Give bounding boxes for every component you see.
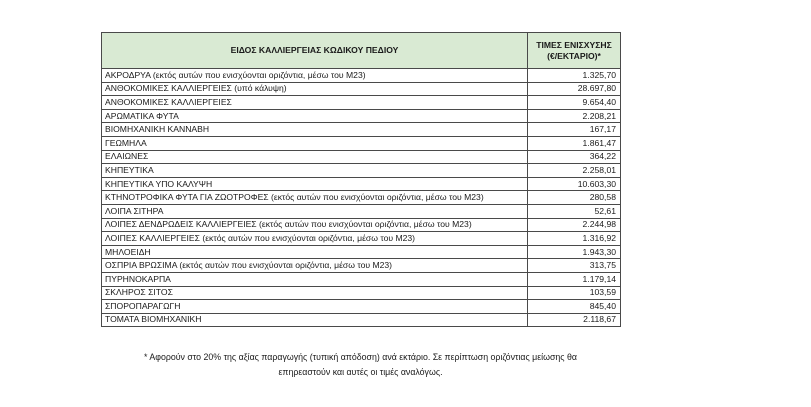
table-header-row — [102, 33, 621, 69]
table-row — [102, 96, 621, 110]
footnote-line2: επηρεαστούν και αυτές οι τιμές αναλόγως. — [278, 367, 443, 377]
aid-price-cell: 52,61 — [528, 204, 621, 218]
crop-type-cell: ΚΗΠΕΥΤΙΚΑ ΥΠΟ ΚΑΛΥΨΗ — [102, 177, 528, 191]
table-row — [102, 232, 621, 246]
aid-price-header-line1: ΤΙΜΕΣ ΕΝΙΣΧΥΣΗΣ — [536, 39, 612, 50]
table-row — [102, 245, 621, 259]
aid-price-cell: 1.325,70 — [528, 69, 621, 83]
aid-price-cell: 167,17 — [528, 123, 621, 137]
table-row — [102, 150, 621, 164]
crop-type-header: ΕΙΔΟΣ ΚΑΛΛΙΕΡΓΕΙΑΣ ΚΩΔΙΚΟΥ ΠΕΔΙΟΥ — [102, 33, 528, 69]
aid-price-cell: 103,59 — [528, 286, 621, 300]
crop-type-cell: ΛΟΙΠΕΣ ΚΑΛΛΙΕΡΓΕΙΕΣ (εκτός αυτών που ενισχύονται οριζόντια, μέσω του Μ23) — [102, 232, 528, 246]
crop-type-cell: ΚΗΠΕΥΤΙΚΑ — [102, 164, 528, 178]
aid-price-header-line2: (€/ΕΚΤΑΡΙΟ)* — [547, 50, 601, 61]
crop-type-cell: ΓΕΩΜΗΛΑ — [102, 136, 528, 150]
table-row — [102, 82, 621, 96]
table-row — [102, 191, 621, 205]
table-row — [102, 286, 621, 300]
aid-price-cell: 2.258,01 — [528, 164, 621, 178]
aid-price-cell: 1.943,30 — [528, 245, 621, 259]
aid-price-cell: 364,22 — [528, 150, 621, 164]
crop-type-cell: ΟΣΠΡΙΑ ΒΡΩΣΙΜΑ (εκτός αυτών που ενισχύονται οριζόντια, μέσω του Μ23) — [102, 259, 528, 273]
aid-prices-table-container — [101, 32, 620, 327]
aid-price-cell: 1.861,47 — [528, 136, 621, 150]
aid-price-cell: 1.179,14 — [528, 272, 621, 286]
table-row — [102, 313, 621, 327]
table-row — [102, 300, 621, 314]
aid-price-cell: 28.697,80 — [528, 82, 621, 96]
table-row — [102, 109, 621, 123]
table-row — [102, 123, 621, 137]
table-row — [102, 272, 621, 286]
aid-price-cell: 9.654,40 — [528, 96, 621, 110]
table-body — [102, 69, 621, 327]
aid-price-cell: 2.244,98 — [528, 218, 621, 232]
crop-type-cell: ΑΝΘΟΚΟΜΙΚΕΣ ΚΑΛΛΙΕΡΓΕΙΕΣ (υπό κάλυψη) — [102, 82, 528, 96]
crop-type-cell: ΛΟΙΠΕΣ ΔΕΝΔΡΩΔΕΙΣ ΚΑΛΛΙΕΡΓΕΙΕΣ (εκτός αυτών που ενισχύονται οριζόντια, μέσω του Μ23) — [102, 218, 528, 232]
aid-price-cell: 2.118,67 — [528, 313, 621, 327]
footnote — [101, 350, 620, 380]
table-row — [102, 164, 621, 178]
aid-price-cell: 313,75 — [528, 259, 621, 273]
crop-type-cell: ΕΛΑΙΩΝΕΣ — [102, 150, 528, 164]
crop-type-cell: ΠΥΡΗΝΟΚΑΡΠΑ — [102, 272, 528, 286]
crop-type-cell: ΣΚΛΗΡΟΣ ΣΙΤΟΣ — [102, 286, 528, 300]
aid-price-cell: 10.603,30 — [528, 177, 621, 191]
table-row — [102, 204, 621, 218]
crop-type-cell: ΛΟΙΠΑ ΣΙΤΗΡΑ — [102, 204, 528, 218]
table-row — [102, 177, 621, 191]
crop-type-cell: ΤΟΜΑΤΑ ΒΙΟΜΗΧΑΝΙΚΗ — [102, 313, 528, 327]
aid-prices-table — [101, 32, 621, 327]
table-row — [102, 69, 621, 83]
crop-type-cell: ΑΚΡΟΔΡΥΑ (εκτός αυτών που ενισχύονται οριζόντια, μέσω του Μ23) — [102, 69, 528, 83]
crop-type-cell: ΚΤΗΝΟΤΡΟΦΙΚΑ ΦΥΤΑ ΓΙΑ ΖΩΟΤΡΟΦΕΣ (εκτός αυτών που ενισχύονται οριζόντια, μέσω του Μ23) — [102, 191, 528, 205]
aid-price-cell: 845,40 — [528, 300, 621, 314]
footnote-line1: * Αφορούν στο 20% της αξίας παραγωγής (τυπική απόδοση) ανά εκτάριο. Σε περίπτωση οριζόντιας μείωσης θα — [144, 352, 577, 362]
table-row — [102, 136, 621, 150]
crop-type-cell: ΒΙΟΜΗΧΑΝΙΚΗ ΚΑΝΝΑΒΗ — [102, 123, 528, 137]
table-row — [102, 218, 621, 232]
table-row — [102, 259, 621, 273]
aid-price-header — [528, 33, 621, 69]
crop-type-cell: ΑΡΩΜΑΤΙΚΑ ΦΥΤΑ — [102, 109, 528, 123]
aid-price-cell: 280,58 — [528, 191, 621, 205]
crop-type-cell: ΜΗΛΟΕΙΔΗ — [102, 245, 528, 259]
aid-price-cell: 2.208,21 — [528, 109, 621, 123]
crop-type-cell: ΣΠΟΡΟΠΑΡΑΓΩΓΗ — [102, 300, 528, 314]
aid-price-cell: 1.316,92 — [528, 232, 621, 246]
crop-type-cell: ΑΝΘΟΚΟΜΙΚΕΣ ΚΑΛΛΙΕΡΓΕΙΕΣ — [102, 96, 528, 110]
